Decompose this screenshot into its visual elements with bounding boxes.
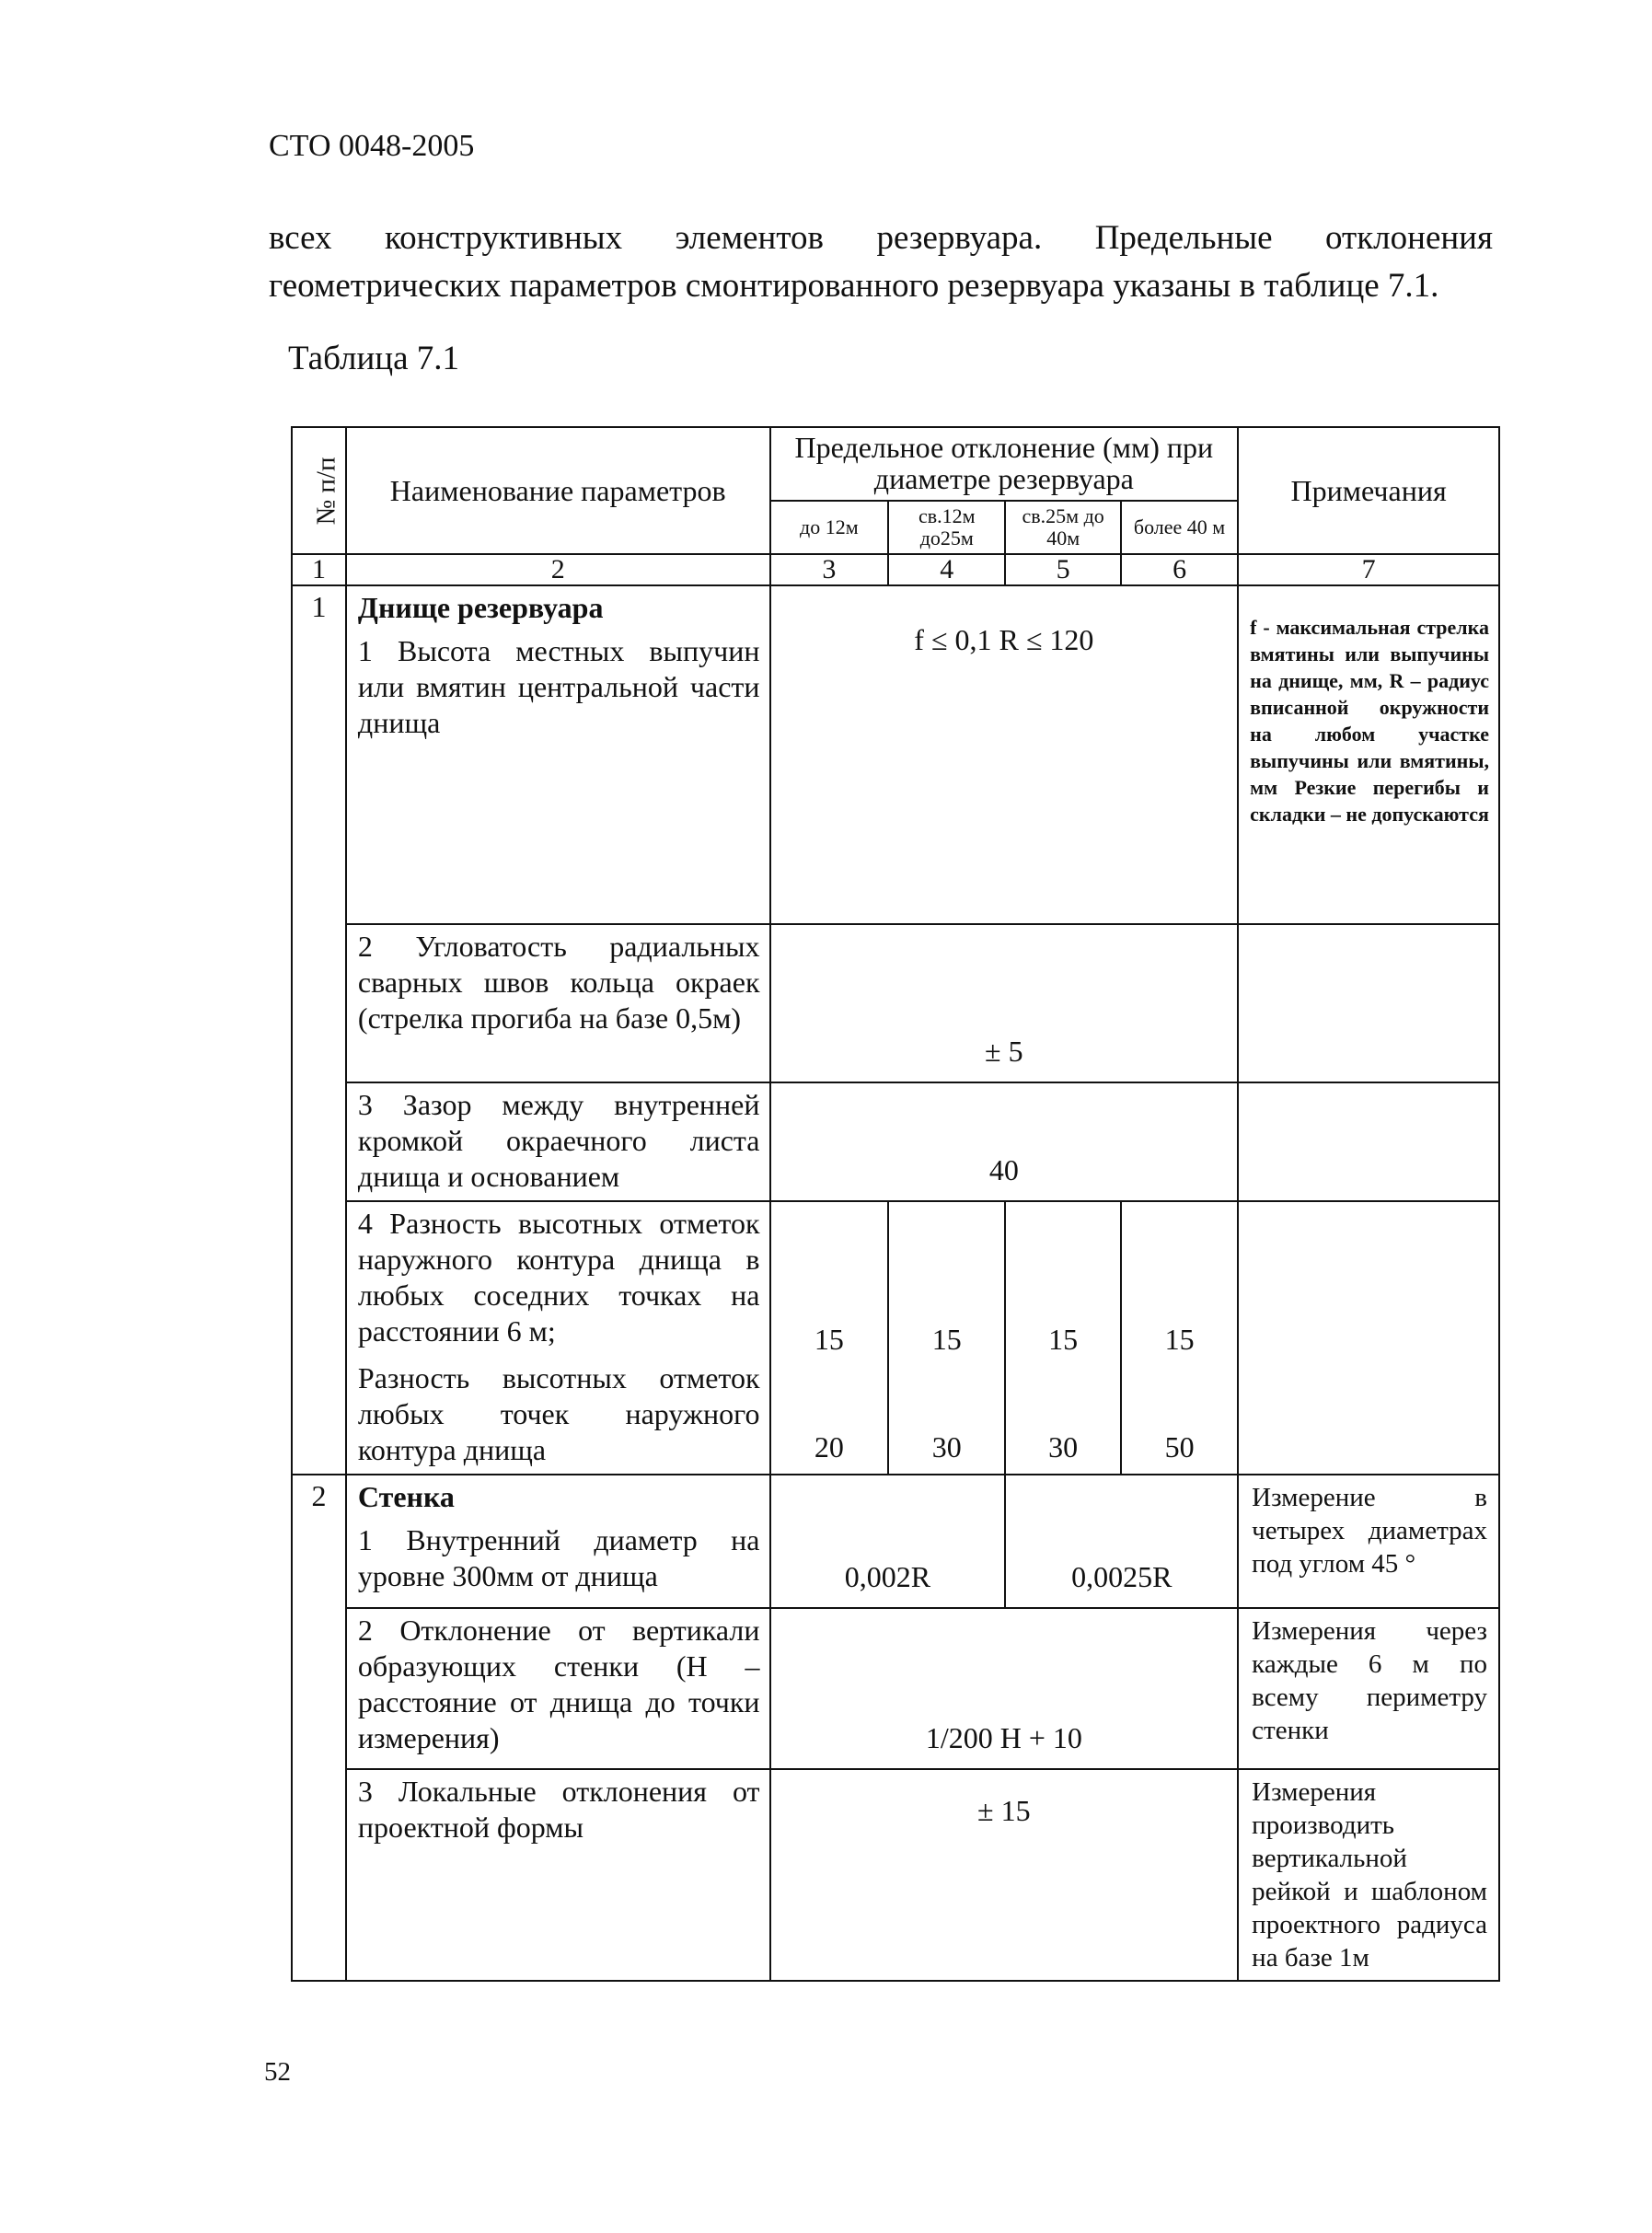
tolerance-value: 1/200 Н + 10 [770, 1608, 1239, 1769]
table-row [292, 1475, 1499, 1608]
header-tolerance-group: Предельное отклонение (мм) при диаметре резервуара [770, 427, 1239, 501]
header-diameter-over-40: более 40 м [1121, 501, 1238, 554]
section-number: 2 [292, 1475, 346, 1981]
column-number-row [292, 554, 1499, 585]
header-diameter-upto-12: до 12м [770, 501, 889, 554]
header-diameter-12-25: св.12м до25м [888, 501, 1005, 554]
note-cell [1238, 1082, 1499, 1201]
note-cell: Измерение в четырех диаметрах под углом 45 ° [1238, 1475, 1499, 1608]
tolerance-value: 50 [1164, 1430, 1195, 1464]
note-cell: f - максимальная стрелка вмятины или выпучины на днище, мм, R – радиус вписанной окружности на любом участке выпучины или вмятины, мм Резкие перегибы и складки – не допускаются [1238, 585, 1499, 924]
tolerance-value: 30 [1048, 1430, 1079, 1464]
header-notes: Примечания [1238, 427, 1499, 554]
parameter-cell [346, 1201, 770, 1475]
tolerance-value: 30 [931, 1430, 962, 1464]
header-diameter-25-40: св.25м до 40м [1005, 501, 1121, 554]
table-row [292, 1082, 1499, 1201]
note-cell: Измерения через каждые 6 м по всему периметру стенки [1238, 1608, 1499, 1769]
document-code: СТО 0048-2005 [269, 129, 475, 163]
page-number: 52 [264, 2057, 291, 2087]
section-title: Днище резервуара [357, 591, 604, 624]
parameter-cell: 2 Угловатость радиальных сварных швов кольца окраек (стрелка прогиба на базе 0,5м) [346, 924, 770, 1082]
tolerance-value: ± 5 [770, 924, 1239, 1082]
column-number: 5 [1005, 554, 1121, 585]
tolerance-value: 15 [931, 1323, 962, 1356]
tolerance-value: f ≤ 0,1 R ≤ 120 [770, 585, 1239, 924]
parameter-cell [346, 585, 770, 924]
tolerance-value: 40 [770, 1082, 1239, 1201]
table-row [292, 585, 1499, 924]
tolerance-value: 0,002R [770, 1475, 1006, 1608]
table-row [292, 1201, 1499, 1475]
header-parameter-name: Наименование параметров [346, 427, 770, 554]
tolerance-value: 20 [814, 1430, 844, 1464]
parameter-text: 1 Внутренний диаметр на уровне 300мм от днища [357, 1523, 760, 1592]
parameter-cell: 2 Отклонение от вертикали образующих стенки (Н – расстояние от днища до точки измерения) [346, 1608, 770, 1769]
tolerance-value-pair [1005, 1201, 1121, 1475]
parameter-text: Разность высотных отметок любых точек наружного контура днища [357, 1361, 760, 1466]
tolerance-table [291, 426, 1500, 1982]
intro-paragraph: всех конструктивных элементов резервуара. Предельные отклонения геометрических параметров смонтированного резервуара указаны в таблице 7.1. [269, 219, 1493, 305]
header-row [292, 427, 1499, 501]
tolerance-value: 15 [1048, 1323, 1079, 1356]
column-number: 6 [1121, 554, 1238, 585]
column-number: 7 [1238, 554, 1499, 585]
tolerance-value-pair [888, 1201, 1005, 1475]
table-row [292, 924, 1499, 1082]
parameter-cell: 3 Локальные отклонения от проектной формы [346, 1769, 770, 1981]
note-cell [1238, 1201, 1499, 1475]
header-number: № п/п [292, 427, 346, 554]
tolerance-value: 15 [1164, 1323, 1195, 1356]
tolerance-value-pair [770, 1201, 889, 1475]
parameter-text: 1 Высота местных выпучин или вмятин центральной части днища [357, 634, 760, 739]
column-number: 4 [888, 554, 1005, 585]
tolerance-value: 0,0025R [1005, 1475, 1238, 1608]
table-caption: Таблица 7.1 [288, 340, 459, 377]
note-cell [1238, 924, 1499, 1082]
column-number: 1 [292, 554, 346, 585]
tolerance-value-pair [1121, 1201, 1238, 1475]
parameter-cell [346, 1475, 770, 1608]
section-number: 1 [292, 585, 346, 1475]
section-title: Стенка [357, 1480, 455, 1513]
note-cell: Измерения производить вертикальной рейкой и шаблоном проектного радиуса на базе 1м [1238, 1769, 1499, 1981]
table-row [292, 1608, 1499, 1769]
parameter-cell: 3 Зазор между внутренней кромкой окраечного листа днища и основанием [346, 1082, 770, 1201]
tolerance-value: ± 15 [770, 1769, 1239, 1981]
column-number: 2 [346, 554, 770, 585]
tolerance-value: 15 [814, 1323, 844, 1356]
table-row [292, 1769, 1499, 1981]
parameter-text: 4 Разность высотных отметок наружного контура днища в любых соседних точках на расстоянии 6 м; [357, 1207, 760, 1348]
column-number: 3 [770, 554, 889, 585]
